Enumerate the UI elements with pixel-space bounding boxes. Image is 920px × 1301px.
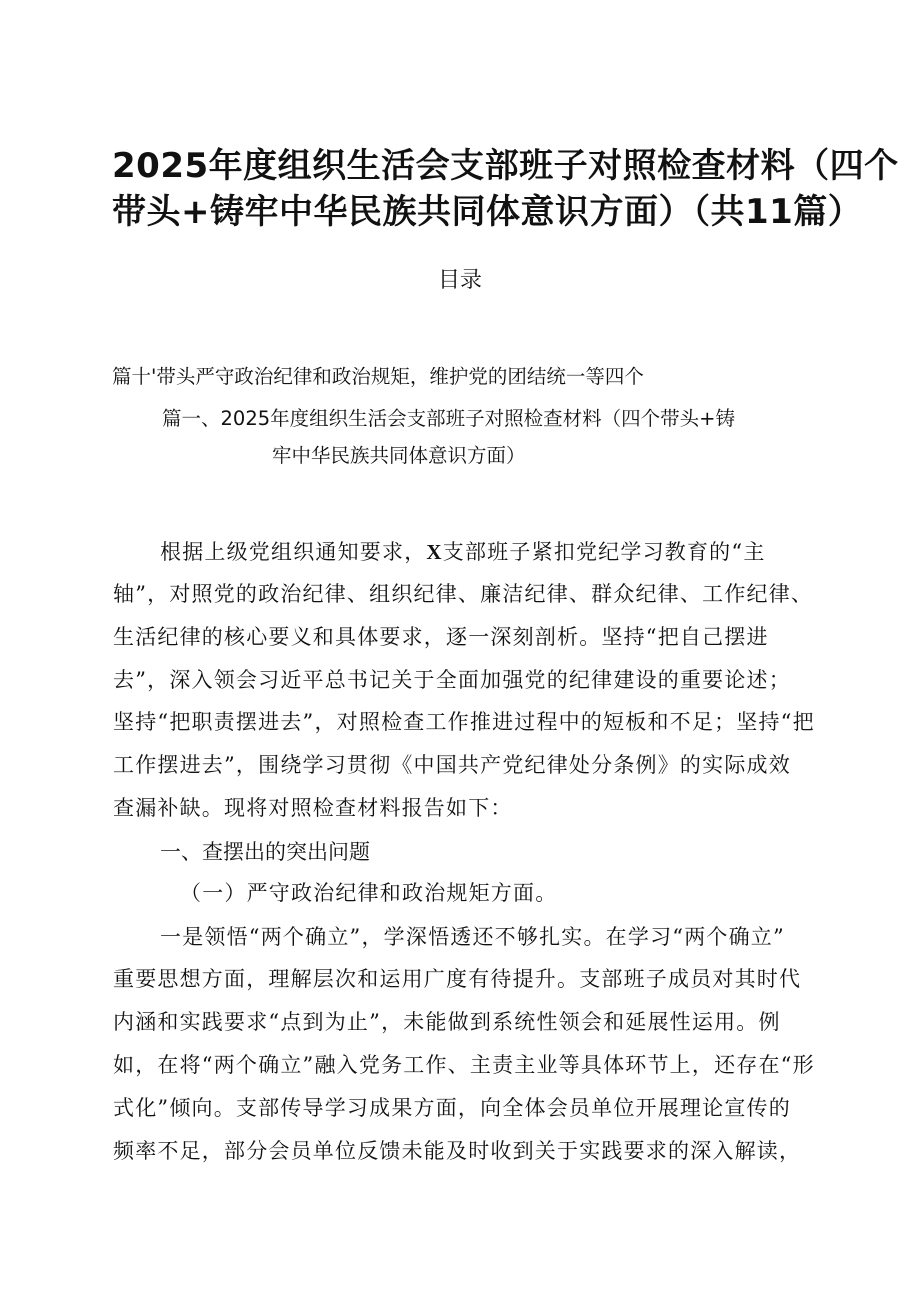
paragraph-1-line-2: 轴”，对照党的政治纪律、组织纪律、廉洁纪律、群众纪律、工作纪律、: [113, 582, 814, 606]
paragraph-2-line-2: 重要思想方面，理解层次和运用广度有待提升。支部班子成员对其时代: [113, 967, 802, 991]
title-line-2: 带头+铸牢中华民族共同体意识方面）（共11篇）: [112, 192, 863, 232]
p1-text-b: 支部班子紧扣党纪学习教育的“主: [442, 540, 766, 564]
paragraph-2-line-3: 内涵和实践要求“点到为止”，未能做到系统性领会和延展性运用。例: [113, 1010, 781, 1034]
section-heading-1: 一、查摆出的突出问题: [160, 840, 370, 864]
paragraph-1-line-6: 工作摆进去”，围绕学习贯彻《中国共产党纪律处分条例》的实际成效: [113, 753, 791, 777]
title-line-1: 2025年度组织生活会支部班子对照检查材料（四个: [112, 146, 899, 186]
toc-entry-1-line-2[interactable]: 牢中华民族共同体意识方面）: [272, 444, 526, 467]
paragraph-1-line-1: [160, 536, 766, 566]
paragraph-1-line-3: 生活纪律的核心要义和具体要求，逐一深刻剖析。坚持“把自己摆进: [113, 625, 769, 649]
paragraph-2-line-4: 如，在将“两个确立”融入党务工作、主责主业等具体环节上，还存在“形: [113, 1053, 815, 1077]
subsection-heading-1: （一）严守政治纪律和政治规矩方面。: [180, 881, 558, 905]
p1-text-a: 根据上级党组织通知要求，: [160, 540, 427, 564]
toc-entry-1-line-1[interactable]: 篇一、2025年度组织生活会支部班子对照检查材料（四个带头+铸: [162, 407, 735, 430]
paragraph-1-line-4: 去”，深入领会习近平总书记关于全面加强党的纪律建设的重要论述；: [113, 668, 791, 692]
toc-entry-10[interactable]: 篇十'带头严守政治纪律和政治规矩，维护党的团结统一等四个: [112, 365, 644, 388]
paragraph-2-line-1: 一是领悟“两个确立”，学深悟透还不够扎实。在学习“两个确立”: [160, 925, 785, 949]
paragraph-1-line-7: 查漏补缺。现将对照检查材料报告如下：: [113, 796, 513, 820]
paragraph-1-line-5: 坚持“把职责摆进去”，对照检查工作推进过程中的短板和不足；坚持“把: [113, 710, 815, 734]
toc-heading: 目录: [437, 268, 482, 293]
paragraph-2-line-5: 式化”倾向。支部传导学习成果方面，向全体会员单位开展理论宣传的: [113, 1096, 791, 1120]
paragraph-2-line-6: 频率不足，部分会员单位反馈未能及时收到关于实践要求的深入解读，: [113, 1139, 802, 1163]
branch-placeholder-x: X: [426, 540, 443, 564]
